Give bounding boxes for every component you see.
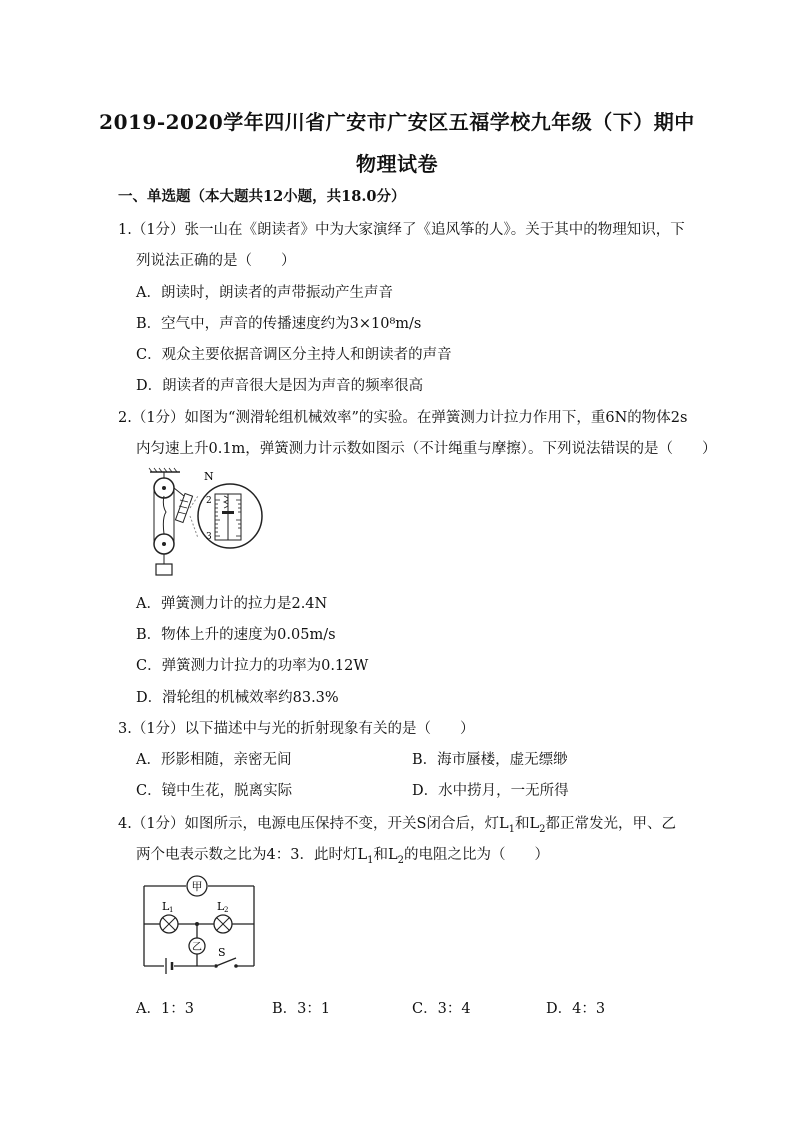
q4-option-a: A．1：3 — [136, 1001, 194, 1017]
q4-option-c: C．3：4 — [412, 1001, 471, 1017]
meter-a-label: 甲 — [191, 880, 203, 893]
q4-option-d: D．4：3 — [546, 1001, 606, 1017]
lamp1-label: L — [162, 900, 170, 913]
q1-option-c: C．观众主要依据音调区分主持人和朗读者的声音 — [136, 347, 452, 363]
q2-stem-line2: 内匀速上升0.1m，弹簧测力计示数如图示（不计绳重与摩擦）。下列说法错误的是（ ） — [136, 441, 717, 457]
dial-tick-top: 2 — [206, 496, 212, 506]
lamp1-sub: 1 — [169, 906, 174, 914]
q3-option-b: B．海市蜃楼，虚无缥缈 — [412, 752, 568, 768]
q3-option-d: D．水中捞月，一无所得 — [412, 783, 569, 799]
q4-stem-line2: 两个电表示数之比为4：3．此时灯$L_1$和$L_2$的电阻之比为（ ） — [136, 847, 549, 866]
dial-tick-bottom: 3 — [206, 532, 212, 542]
q2-option-a: A．弹簧测力计的拉力是2.4N — [136, 596, 328, 612]
q4-stem-line1: 4.（1分）如图所示，电源电压保持不变，开关S闭合后，灯$L_1$和$L_2$都正常发光，甲、乙 — [118, 816, 677, 835]
dial-unit-label: N — [204, 470, 214, 483]
q1-stem-line2: 列说法正确的是（ ） — [136, 253, 296, 269]
lamp2-label: L — [217, 900, 225, 913]
meter-b-label: 乙 — [192, 942, 202, 953]
q3-stem-line1: 3.（1分）以下描述中与光的折射现象有关的是（ ） — [118, 721, 475, 737]
switch-label: S — [218, 946, 226, 959]
q2-stem-line1: 2.（1分）如图为“测滑轮组机械效率”的实验。在弹簧测力计拉力作用下，重6N的物体2s — [118, 410, 688, 426]
q2-option-b: B．物体上升的速度为0.05m/s — [136, 627, 336, 643]
q2-option-d: D．滑轮组的机械效率约83.3% — [136, 690, 339, 706]
circuit-figure — [140, 874, 260, 980]
q3-option-c: C．镜中生花，脱离实际 — [136, 783, 293, 799]
q1-option-d: D．朗读者的声音很大是因为声音的频率很高 — [136, 378, 424, 394]
section-heading: 一、单选题（本大题共12小题，共18.0分） — [118, 188, 406, 205]
q3-option-a: A．形影相随，亲密无间 — [136, 752, 292, 768]
q1-option-b: B．空气中，声音的传播速度约为3×10⁸m/s — [136, 316, 422, 332]
q1-stem-line1: 1.（1分）张一山在《朗读者》中为大家演绎了《追风筝的人》。关于其中的物理知识，下 — [118, 222, 685, 238]
lamp2-sub: 2 — [224, 906, 229, 914]
q2-option-c: C．弹簧测力计拉力的功率为0.12W — [136, 658, 369, 674]
page-title-line2: 物理试卷 — [356, 152, 438, 176]
q1-option-a: A．朗读时，朗读者的声带振动产生声音 — [136, 285, 393, 301]
pulley-system-figure — [140, 466, 270, 582]
page-title-line1: 2019-2020学年四川省广安市广安区五福学校九年级（下）期中 — [99, 110, 695, 134]
q4-option-b: B．3：1 — [272, 1001, 331, 1017]
